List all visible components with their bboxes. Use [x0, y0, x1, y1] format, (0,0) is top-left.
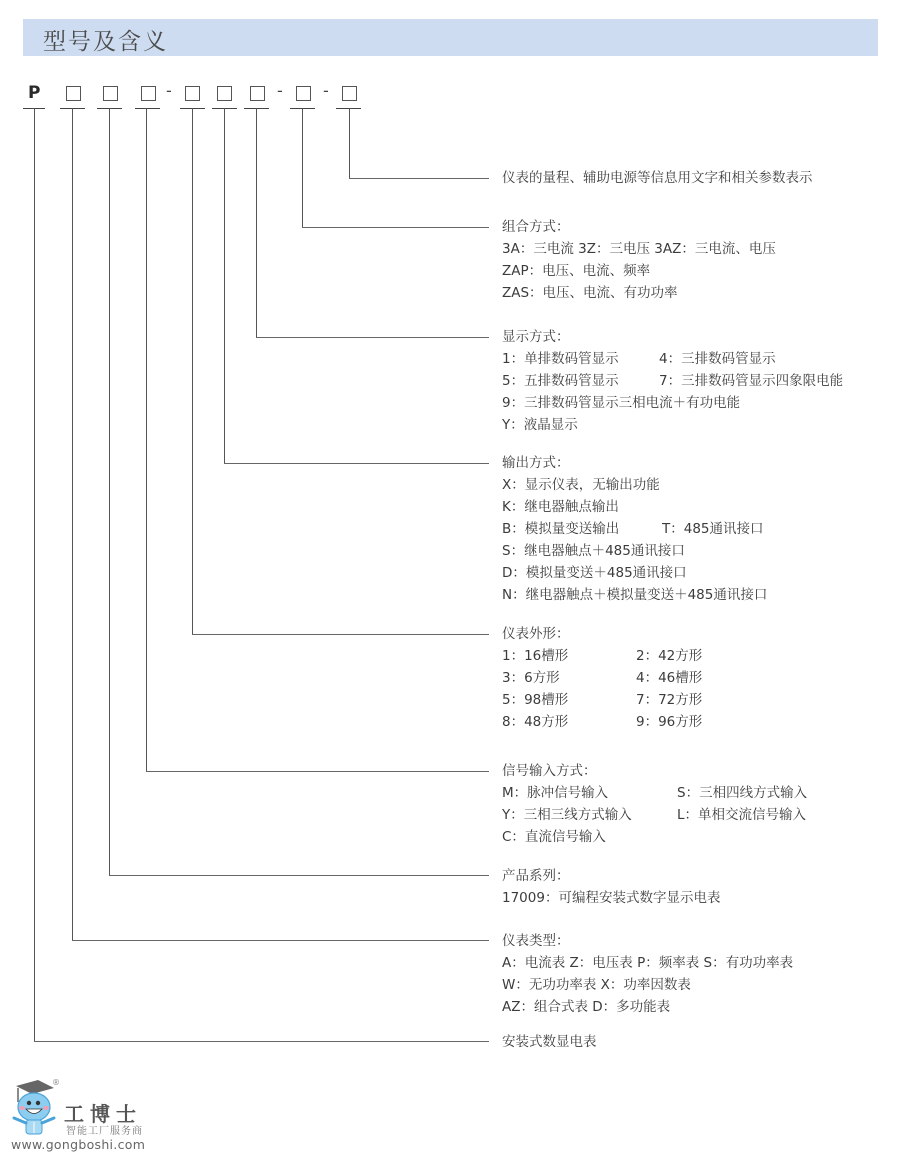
section-title: 安装式数显电表 — [502, 1034, 597, 1050]
leader-connector — [72, 940, 489, 941]
option-item: 1：16槽形 — [502, 648, 569, 664]
code-underline — [135, 108, 160, 109]
option-item: 7：72方形 — [636, 692, 703, 708]
code-slot-1 — [66, 86, 81, 101]
code-slot-8 — [342, 86, 357, 101]
section-signal-input — [502, 760, 808, 848]
option-row: S：继电器触点＋485通讯接口 — [502, 543, 685, 559]
option-row: D：模拟量变送＋485通讯接口 — [502, 565, 687, 581]
code-slot-4 — [185, 86, 200, 101]
option-row: N：继电器触点＋模拟量变送＋485通讯接口 — [502, 587, 768, 603]
section-series — [502, 865, 720, 909]
leader-line — [146, 108, 147, 772]
registered-mark: ® — [52, 1078, 60, 1087]
option-row — [502, 804, 807, 826]
brand-tagline: 智能工厂服务商 — [66, 1126, 143, 1137]
section-title: 仪表的量程、辅助电源等信息用文字和相关参数表示 — [502, 170, 813, 186]
section-title: 仪表类型： — [502, 933, 570, 949]
option-item: 4：三排数码管显示 — [659, 351, 776, 367]
leader-connector — [109, 875, 489, 876]
option-item: 1：单排数码管显示 — [502, 351, 619, 367]
option-row: 17009：可编程安装式数字显示电表 — [502, 890, 721, 906]
option-row: K：继电器触点输出 — [502, 499, 619, 515]
option-item: 7：三排数码管显示四象限电能 — [659, 373, 844, 389]
option-row — [502, 348, 776, 370]
section-title: 信号输入方式： — [502, 763, 597, 779]
option-row — [502, 782, 808, 804]
page-title: 型号及含义 — [43, 29, 168, 55]
leader-connector — [192, 634, 489, 635]
option-row — [502, 370, 844, 392]
section-shape — [502, 623, 703, 733]
leader-line — [192, 108, 193, 635]
option-row — [502, 667, 703, 689]
section-title: 仪表外形： — [502, 626, 570, 642]
section-header-bar — [23, 19, 878, 56]
option-item: Y：三相三线方式输入 — [502, 807, 632, 823]
brand-logo — [8, 1080, 178, 1155]
option-row — [502, 645, 703, 667]
option-row: 3A：三电流 3Z：三电压 3AZ：三电流、电压 — [502, 241, 776, 257]
code-dash: - — [323, 81, 329, 100]
option-row: A：电流表 Z：电压表 P：频率表 S：有功功率表 — [502, 955, 794, 971]
section-meter-type — [502, 930, 793, 1018]
leader-line — [34, 108, 35, 1042]
option-item: 3：6方形 — [502, 670, 560, 686]
option-row: W：无功功率表 X：功率因数表 — [502, 977, 691, 993]
option-item: B：模拟量变送输出 — [502, 521, 620, 537]
code-slot-2 — [103, 86, 118, 101]
code-dash: - — [166, 81, 172, 100]
option-item: 2：42方形 — [636, 648, 703, 664]
option-item: 9：96方形 — [636, 714, 703, 730]
code-slot-3 — [141, 86, 156, 101]
option-row: C：直流信号输入 — [502, 829, 606, 845]
leader-line — [302, 108, 303, 228]
option-row: X：显示仪表，无输出功能 — [502, 477, 660, 493]
section-extra-info — [502, 167, 813, 189]
leader-connector — [256, 337, 489, 338]
section-combination — [502, 216, 776, 304]
option-row — [502, 518, 767, 540]
leader-line — [109, 108, 110, 876]
leader-line — [349, 108, 350, 179]
section-title: 组合方式： — [502, 219, 570, 235]
code-slot-6 — [250, 86, 265, 101]
code-dash: - — [277, 81, 283, 100]
model-code — [0, 83, 900, 107]
option-row: AZ：组合式表 D：多功能表 — [502, 999, 671, 1015]
leader-line — [256, 108, 257, 338]
section-title: 输出方式： — [502, 455, 570, 471]
option-item: L：单相交流信号输入 — [677, 807, 807, 823]
leader-line — [72, 108, 73, 941]
option-row: ZAP：电压、电流、频率 — [502, 263, 651, 279]
leader-connector — [146, 771, 489, 772]
option-row: 9：三排数码管显示三相电流＋有功电能 — [502, 395, 741, 411]
brand-url: www.gongboshi.com — [11, 1137, 146, 1152]
option-item: T：485通讯接口 — [662, 521, 764, 537]
option-item: M：脉冲信号输入 — [502, 785, 609, 801]
code-slot-7 — [296, 86, 311, 101]
section-title: 产品系列： — [502, 868, 570, 884]
option-row — [502, 689, 703, 711]
option-item: 5：五排数码管显示 — [502, 373, 619, 389]
leader-connector — [349, 178, 489, 179]
section-display — [502, 326, 844, 436]
option-row: ZAS：电压、电流、有功功率 — [502, 285, 678, 301]
leader-connector — [34, 1041, 489, 1042]
brand-name: 工博士 — [64, 1102, 142, 1126]
leader-connector — [224, 463, 489, 464]
option-item: 4：46槽形 — [636, 670, 703, 686]
option-row: Y：液晶显示 — [502, 417, 578, 433]
section-title: 显示方式： — [502, 329, 570, 345]
model-prefix: P — [28, 83, 41, 103]
option-item: 5：98槽形 — [502, 692, 569, 708]
option-row — [502, 711, 703, 733]
leader-line — [224, 108, 225, 464]
section-output — [502, 452, 767, 606]
option-item: 8：48方形 — [502, 714, 569, 730]
mascot-icon — [8, 1080, 64, 1140]
leader-connector — [302, 227, 489, 228]
code-slot-5 — [217, 86, 232, 101]
option-item: S：三相四线方式输入 — [677, 785, 808, 801]
section-base — [502, 1031, 597, 1053]
